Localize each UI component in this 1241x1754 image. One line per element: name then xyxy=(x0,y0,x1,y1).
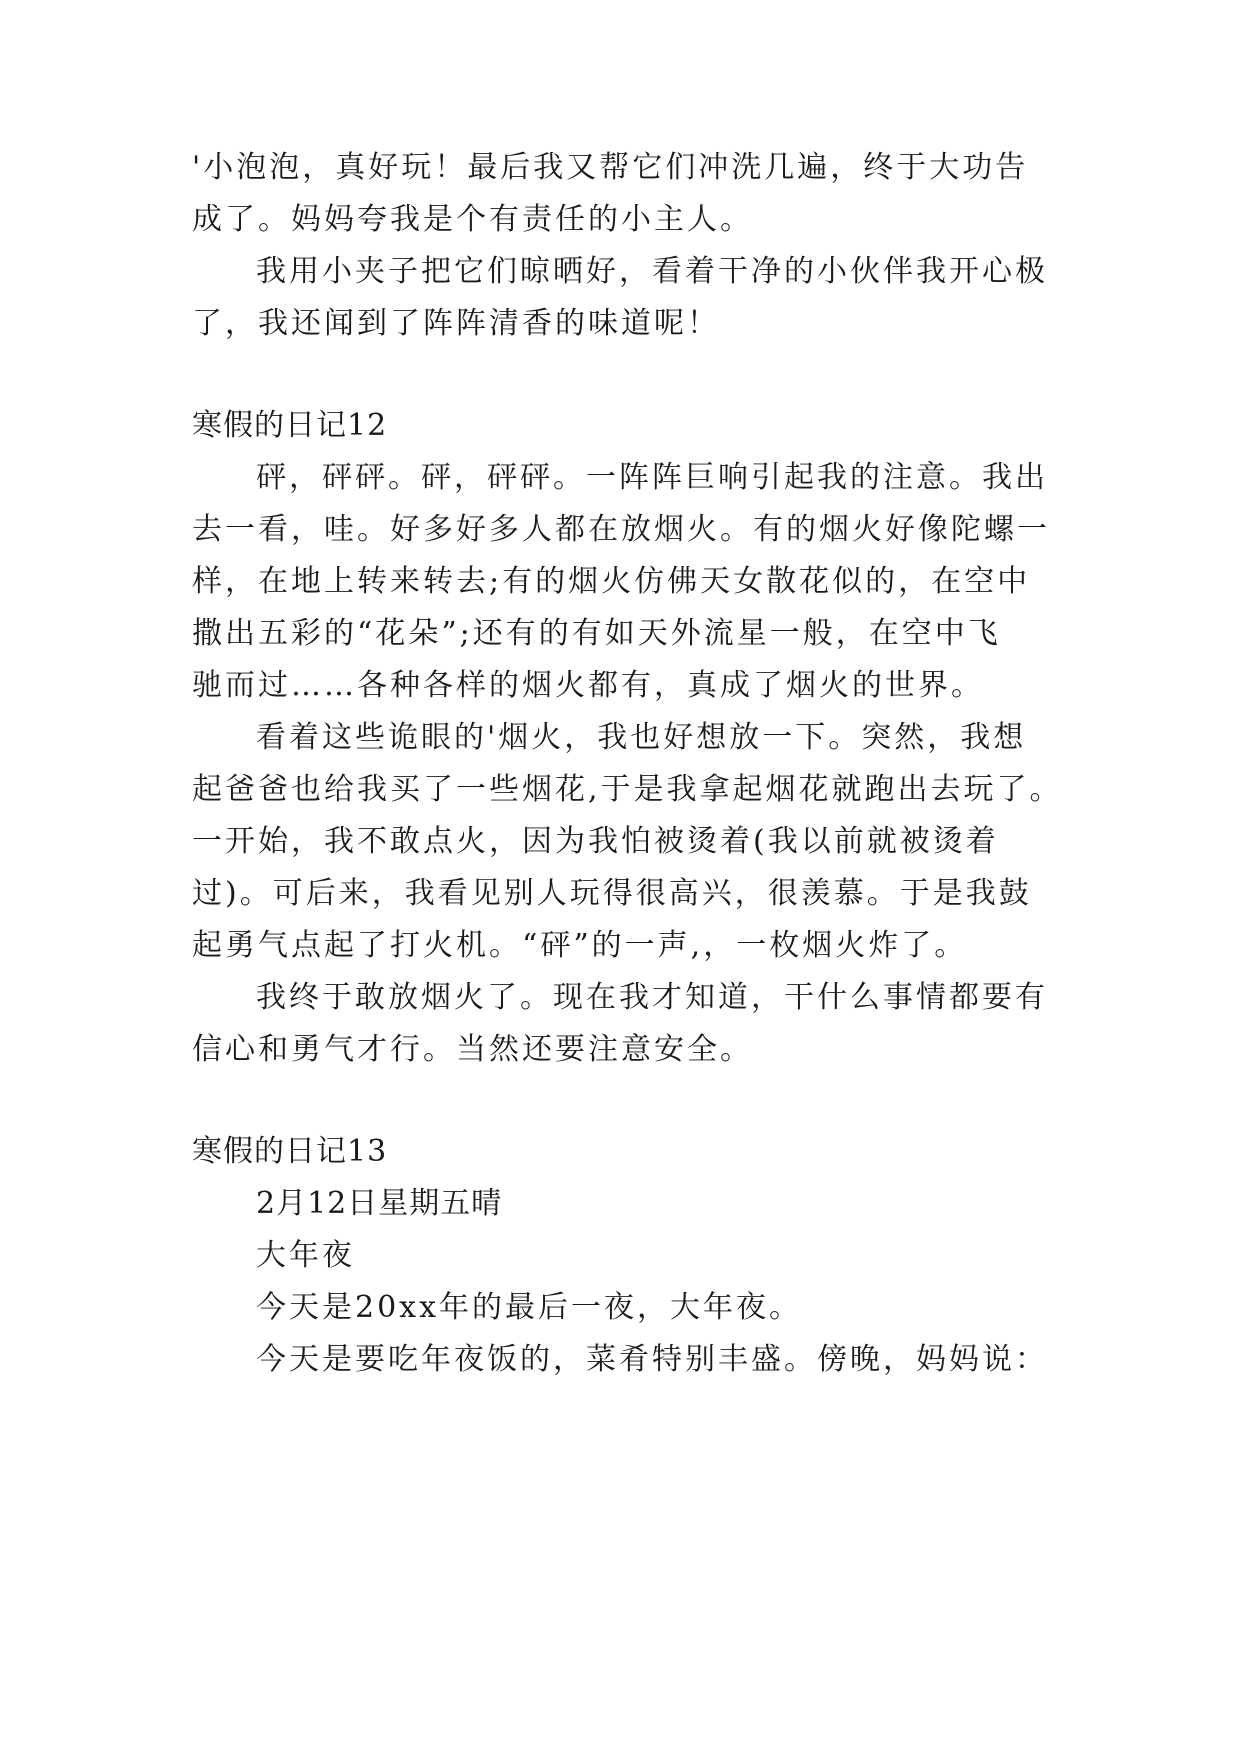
paragraph-line: 起勇气点起了打火机。“砰”的一声,，一枚烟火炸了。 xyxy=(192,928,968,963)
paragraph-line: 了，我还闻到了阵阵清香的味道呢！ xyxy=(192,306,720,341)
paragraph-line: 样，在地上转来转去;有的烟火仿佛天女散花似的，在空中 xyxy=(192,564,1031,599)
paragraph-line: 信心和勇气才行。当然还要注意安全。 xyxy=(192,1032,753,1067)
paragraph-line: 驰而过……各种各样的烟火都有，真成了烟火的世界。 xyxy=(192,668,984,703)
paragraph-line: 砰，砰砰。砰，砰砰。一阵阵巨响引起我的注意。我出 xyxy=(256,460,1048,495)
paragraph-line: 去一看，哇。好多好多人都在放烟火。有的烟火好像陀螺一 xyxy=(192,512,1050,547)
paragraph-line: 我终于敢放烟火了。现在我才知道，干什么事情都要有 xyxy=(256,980,1048,1015)
paragraph-line: 撒出五彩的“花朵”;还有的有如天外流星一般，在空中飞 xyxy=(192,616,1001,651)
paragraph-line: 看着这些诡眼的'烟火，我也好想放一下。突然，我想 xyxy=(256,720,1027,755)
paragraph-line: 成了。妈妈夸我是个有责任的小主人。 xyxy=(192,202,753,237)
entry-subtitle: 大年夜 xyxy=(256,1238,355,1273)
paragraph-line: 今天是要吃年夜饭的，菜肴特别丰盛。傍晚，妈妈说： xyxy=(256,1342,1048,1377)
paragraph-line: '小泡泡，真好玩！最后我又帮它们冲洗几遍，终于大功告 xyxy=(192,150,1029,185)
paragraph-line: 起爸爸也给我买了一些烟花,于是我拿起烟花就跑出去玩了。 xyxy=(192,772,1063,807)
paragraph-line: 我用小夹子把它们晾晒好，看着干净的小伙伴我开心极 xyxy=(256,254,1048,289)
paragraph-line: 一开始，我不敢点火，因为我怕被烫着(我以前就被烫着 xyxy=(192,824,999,859)
date-line: 2月12日星期五晴 xyxy=(256,1186,503,1221)
paragraph-line: 今天是20xx年的最后一夜，大年夜。 xyxy=(256,1290,803,1325)
section-title: 寒假的日记13 xyxy=(192,1134,388,1169)
section-title: 寒假的日记12 xyxy=(192,408,388,443)
paragraph-line: 过)。可后来，我看见别人玩得很高兴，很羡慕。于是我鼓 xyxy=(192,876,1032,911)
